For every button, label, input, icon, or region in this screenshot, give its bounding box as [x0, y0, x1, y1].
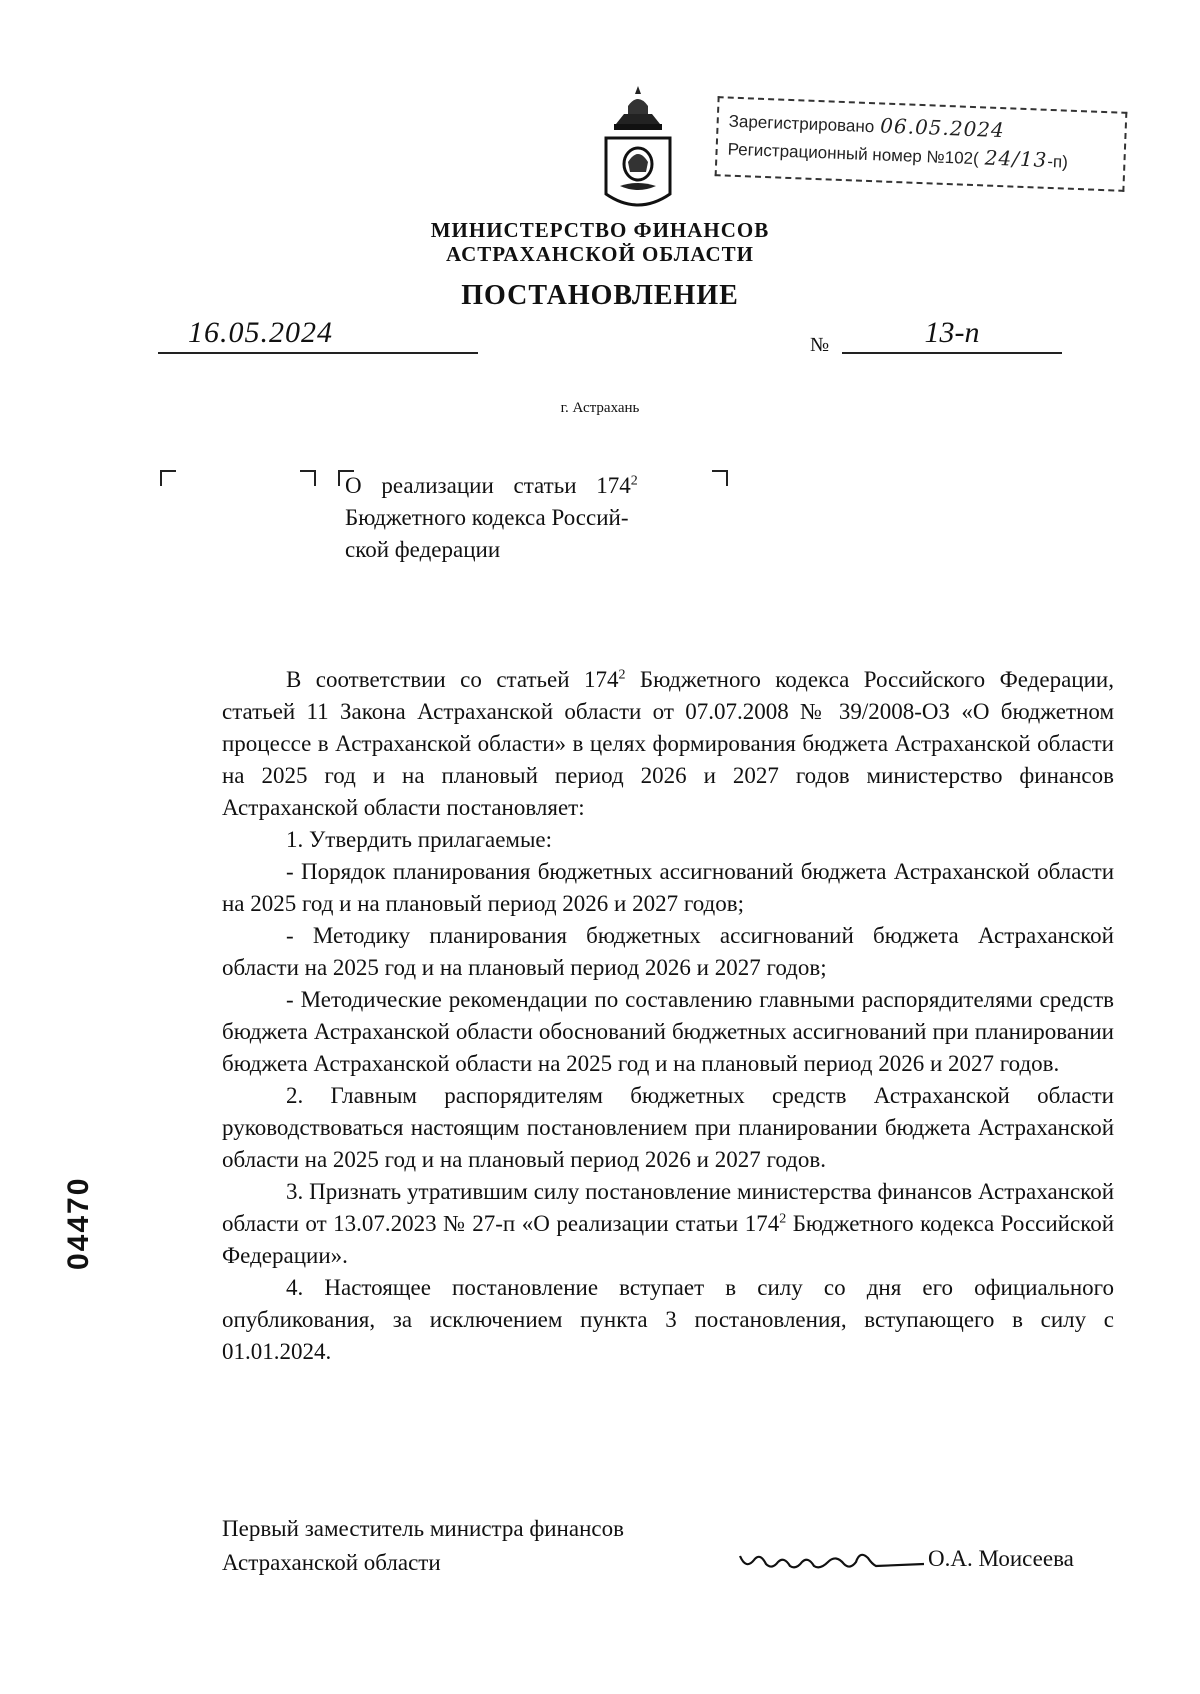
- body-paragraph-2: 1. Утвердить прилагаемые:: [286, 827, 553, 852]
- margin-archive-number: 04470: [62, 1176, 95, 1270]
- body-p7-text-a: 3. Признать утратившим силу постановление министерства финансов Астраханской области от 13.07.2023 № 27-п «О реализации статьи 174: [222, 1179, 1114, 1236]
- subject-line1: О реализации статьи 174: [345, 473, 631, 498]
- signatory-name: О.А. Моисеева: [928, 1546, 1074, 1571]
- document-date: 16.05.2024: [158, 318, 478, 354]
- document-type-title: ПОСТАНОВЛЕНИЕ: [461, 280, 739, 311]
- body-paragraph-6: 2. Главным распорядителям бюджетных средств Астраханской области руководствоваться настоящим постановлением при планировании бюджета Астраханской области на 2025 год и на плановый период 2026 и 2027 годов.: [222, 1083, 1114, 1172]
- corner-bracket-mid: [300, 470, 316, 486]
- coat-of-arms-emblem: [598, 84, 678, 214]
- subject-line3: ской федерации: [345, 537, 501, 562]
- body-p7-text-b: Бюджетного кодекса Российской Федерации».: [222, 1211, 1115, 1268]
- body-paragraph-1: [222, 664, 1114, 824]
- stamp-registered-label: Зарегистрировано: [728, 111, 875, 137]
- city-name: г. Астрахань: [560, 400, 640, 416]
- handwritten-signature: [736, 1540, 926, 1580]
- stamp-reg-number-suffix: -п): [1046, 151, 1069, 172]
- body-paragraph-8: 4. Настоящее постановление вступает в силу со дня его официального опубликования, за исключением пункта 3 постановления, вступающего в силу с 01.01.2024.: [222, 1275, 1114, 1364]
- body-paragraph-7: [222, 1176, 1114, 1272]
- stamp-registered-date: 06.05.2024: [879, 113, 1006, 143]
- stamp-reg-number-value: 24/13: [984, 145, 1048, 172]
- stamp-reg-number-label: Регистрационный номер №102(: [727, 139, 980, 169]
- corner-bracket-left: [160, 470, 176, 486]
- body-p7-sup: 2: [779, 1211, 787, 1227]
- document-number: 13-п: [842, 318, 1062, 354]
- body-paragraph-5: - Методические рекомендации по составлению главными распорядителями средств бюджета Астраханской области обоснований бюджетных ассигнований при планировании бюджета Астраханской области на 2025 год и на плановый период 2026 и 2027 годов.: [222, 987, 1114, 1076]
- document-subject: [345, 470, 715, 566]
- body-paragraph-4: - Методику планирования бюджетных ассигнований бюджета Астраханской области на 2025 год и на плановый период 2026 и 2027 годов;: [222, 923, 1114, 980]
- document-body: [222, 664, 1114, 1368]
- signatory-position-line2: Астраханской области: [222, 1550, 441, 1575]
- ministry-name-line1: МИНИСТЕРСТВО ФИНАНСОВ: [430, 218, 770, 242]
- body-paragraph-3: - Порядок планирования бюджетных ассигнований бюджета Астраханской области на 2025 год и на плановый период 2026 и 2027 годов;: [222, 859, 1114, 916]
- body-p1-text-b: Бюджетного кодекса Российского Федерации, статьей 11 Закона Астраханской области от 07.07.2008 № 39/2008-ОЗ «О бюджетном процессе в Астраханской области» в целях формирования бюджета Астраханской области на 2025 год и на плановый период 2026 и 2027 годов министерство финансов Астраханской области постановляет:: [222, 667, 1114, 820]
- registration-stamp: [715, 96, 1128, 192]
- signatory-position-line1: Первый заместитель министра финансов: [222, 1516, 624, 1541]
- number-label: №: [810, 334, 830, 356]
- body-p1-text-a: В соответствии со статьей 174: [286, 667, 619, 692]
- signatory-position: [222, 1512, 742, 1580]
- subject-line2: Бюджетного кодекса Россий-: [345, 505, 629, 530]
- ministry-name-line2: АСТРАХАНСКОЙ ОБЛАСТИ: [445, 242, 755, 266]
- body-p1-sup: 2: [618, 667, 626, 683]
- subject-superscript: 2: [630, 473, 638, 489]
